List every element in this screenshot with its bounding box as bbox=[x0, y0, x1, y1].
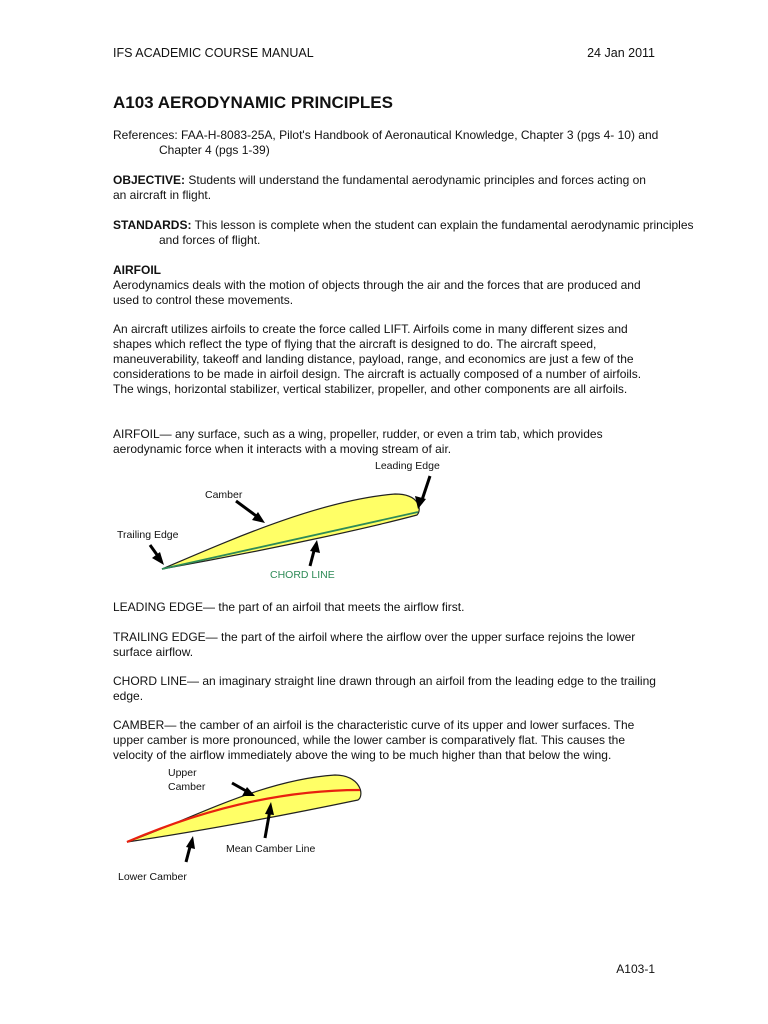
objective-paragraph bbox=[113, 173, 658, 203]
airfoil-intro: Aerodynamics deals with the motion of objects through the air and the forces that are produced and used to control these movements. bbox=[113, 278, 641, 307]
mean-camber-line-label: Mean Camber Line bbox=[226, 843, 316, 855]
page-number: A103-1 bbox=[616, 962, 655, 976]
chord-line-definition: CHORD LINE— an imaginary straight line drawn through an airfoil from the leading edge to the trailing edge. bbox=[113, 674, 656, 703]
upper-camber-label-2: Camber bbox=[168, 781, 206, 793]
trailing-edge-label: Trailing Edge bbox=[117, 529, 179, 541]
airfoil-definition: AIRFOIL— any surface, such as a wing, propeller, rudder, or even a trim tab, which provides aerodynamic force when it interacts with a moving stream of air. bbox=[113, 427, 603, 456]
airfoil-diagram bbox=[0, 455, 768, 590]
header-course-manual: IFS ACADEMIC COURSE MANUAL bbox=[113, 46, 314, 60]
objective-text: Students will understand the fundamental aerodynamic principles and forces acting on an aircraft in flight. bbox=[113, 173, 646, 202]
references-line-2: 10) and Chapter 4 (pgs 1-39) bbox=[159, 128, 659, 157]
standards-paragraph bbox=[113, 218, 704, 248]
page-title: A103 AERODYNAMIC PRINCIPLES bbox=[113, 93, 393, 112]
leading-edge-label: Leading Edge bbox=[375, 460, 440, 472]
standards-text: This lesson is complete when the student can explain the fundamental aerodynamic principles and forces of flight. bbox=[159, 218, 694, 247]
chord-line-arrowhead bbox=[310, 540, 320, 553]
airfoil-paragraph: An aircraft utilizes airfoils to create the force called LIFT. Airfoils come in many different sizes and shapes which reflect the type of flying that the aircraft is designed to do. The aircraft speed, maneuverability, takeoff and landing distance, payload, range, and economics are just a few of the considerations to be made in airfoil design. The aircraft is actually composed of a number of airfoils. The wings, horizontal stabilizer, vertical stabilizer, propeller, and other components are all airfoils. bbox=[113, 322, 642, 396]
trailing-edge-definition: TRAILING EDGE— the part of the airfoil where the airflow over the upper surface rejoins the lower surface airflow. bbox=[113, 630, 636, 659]
camber-airfoil-shape bbox=[127, 775, 361, 842]
camber-definition: CAMBER— the camber of an airfoil is the characteristic curve of its upper and lower surfaces. The upper camber is more pronounced, while the lower camber is comparatively flat. This causes the velocity of the airflow immediately above the wing to be much higher than that below the wing. bbox=[113, 718, 635, 762]
airfoil-heading: AIRFOIL bbox=[113, 263, 161, 277]
references-paragraph bbox=[113, 128, 704, 158]
upper-camber-label-1: Upper bbox=[168, 767, 197, 779]
camber-label: Camber bbox=[205, 489, 243, 501]
references-line-1: References: FAA-H-8083-25A, Pilot's Handbook of Aeronautical Knowledge, Chapter 3 (pgs 4- bbox=[113, 128, 615, 142]
lower-camber-arrowhead bbox=[186, 836, 195, 849]
objective-label: OBJECTIVE: bbox=[113, 173, 186, 187]
trailing-edge-arrowhead bbox=[152, 552, 164, 565]
chord-line-label: CHORD LINE bbox=[270, 569, 335, 581]
airfoil-shape bbox=[162, 494, 419, 569]
leading-edge-definition: LEADING EDGE— the part of an airfoil that meets the airflow first. bbox=[113, 600, 465, 614]
header-date: 24 Jan 2011 bbox=[587, 46, 655, 60]
camber-diagram bbox=[0, 762, 768, 887]
standards-label: STANDARDS: bbox=[113, 218, 192, 232]
lower-camber-label: Lower Camber bbox=[118, 871, 187, 883]
